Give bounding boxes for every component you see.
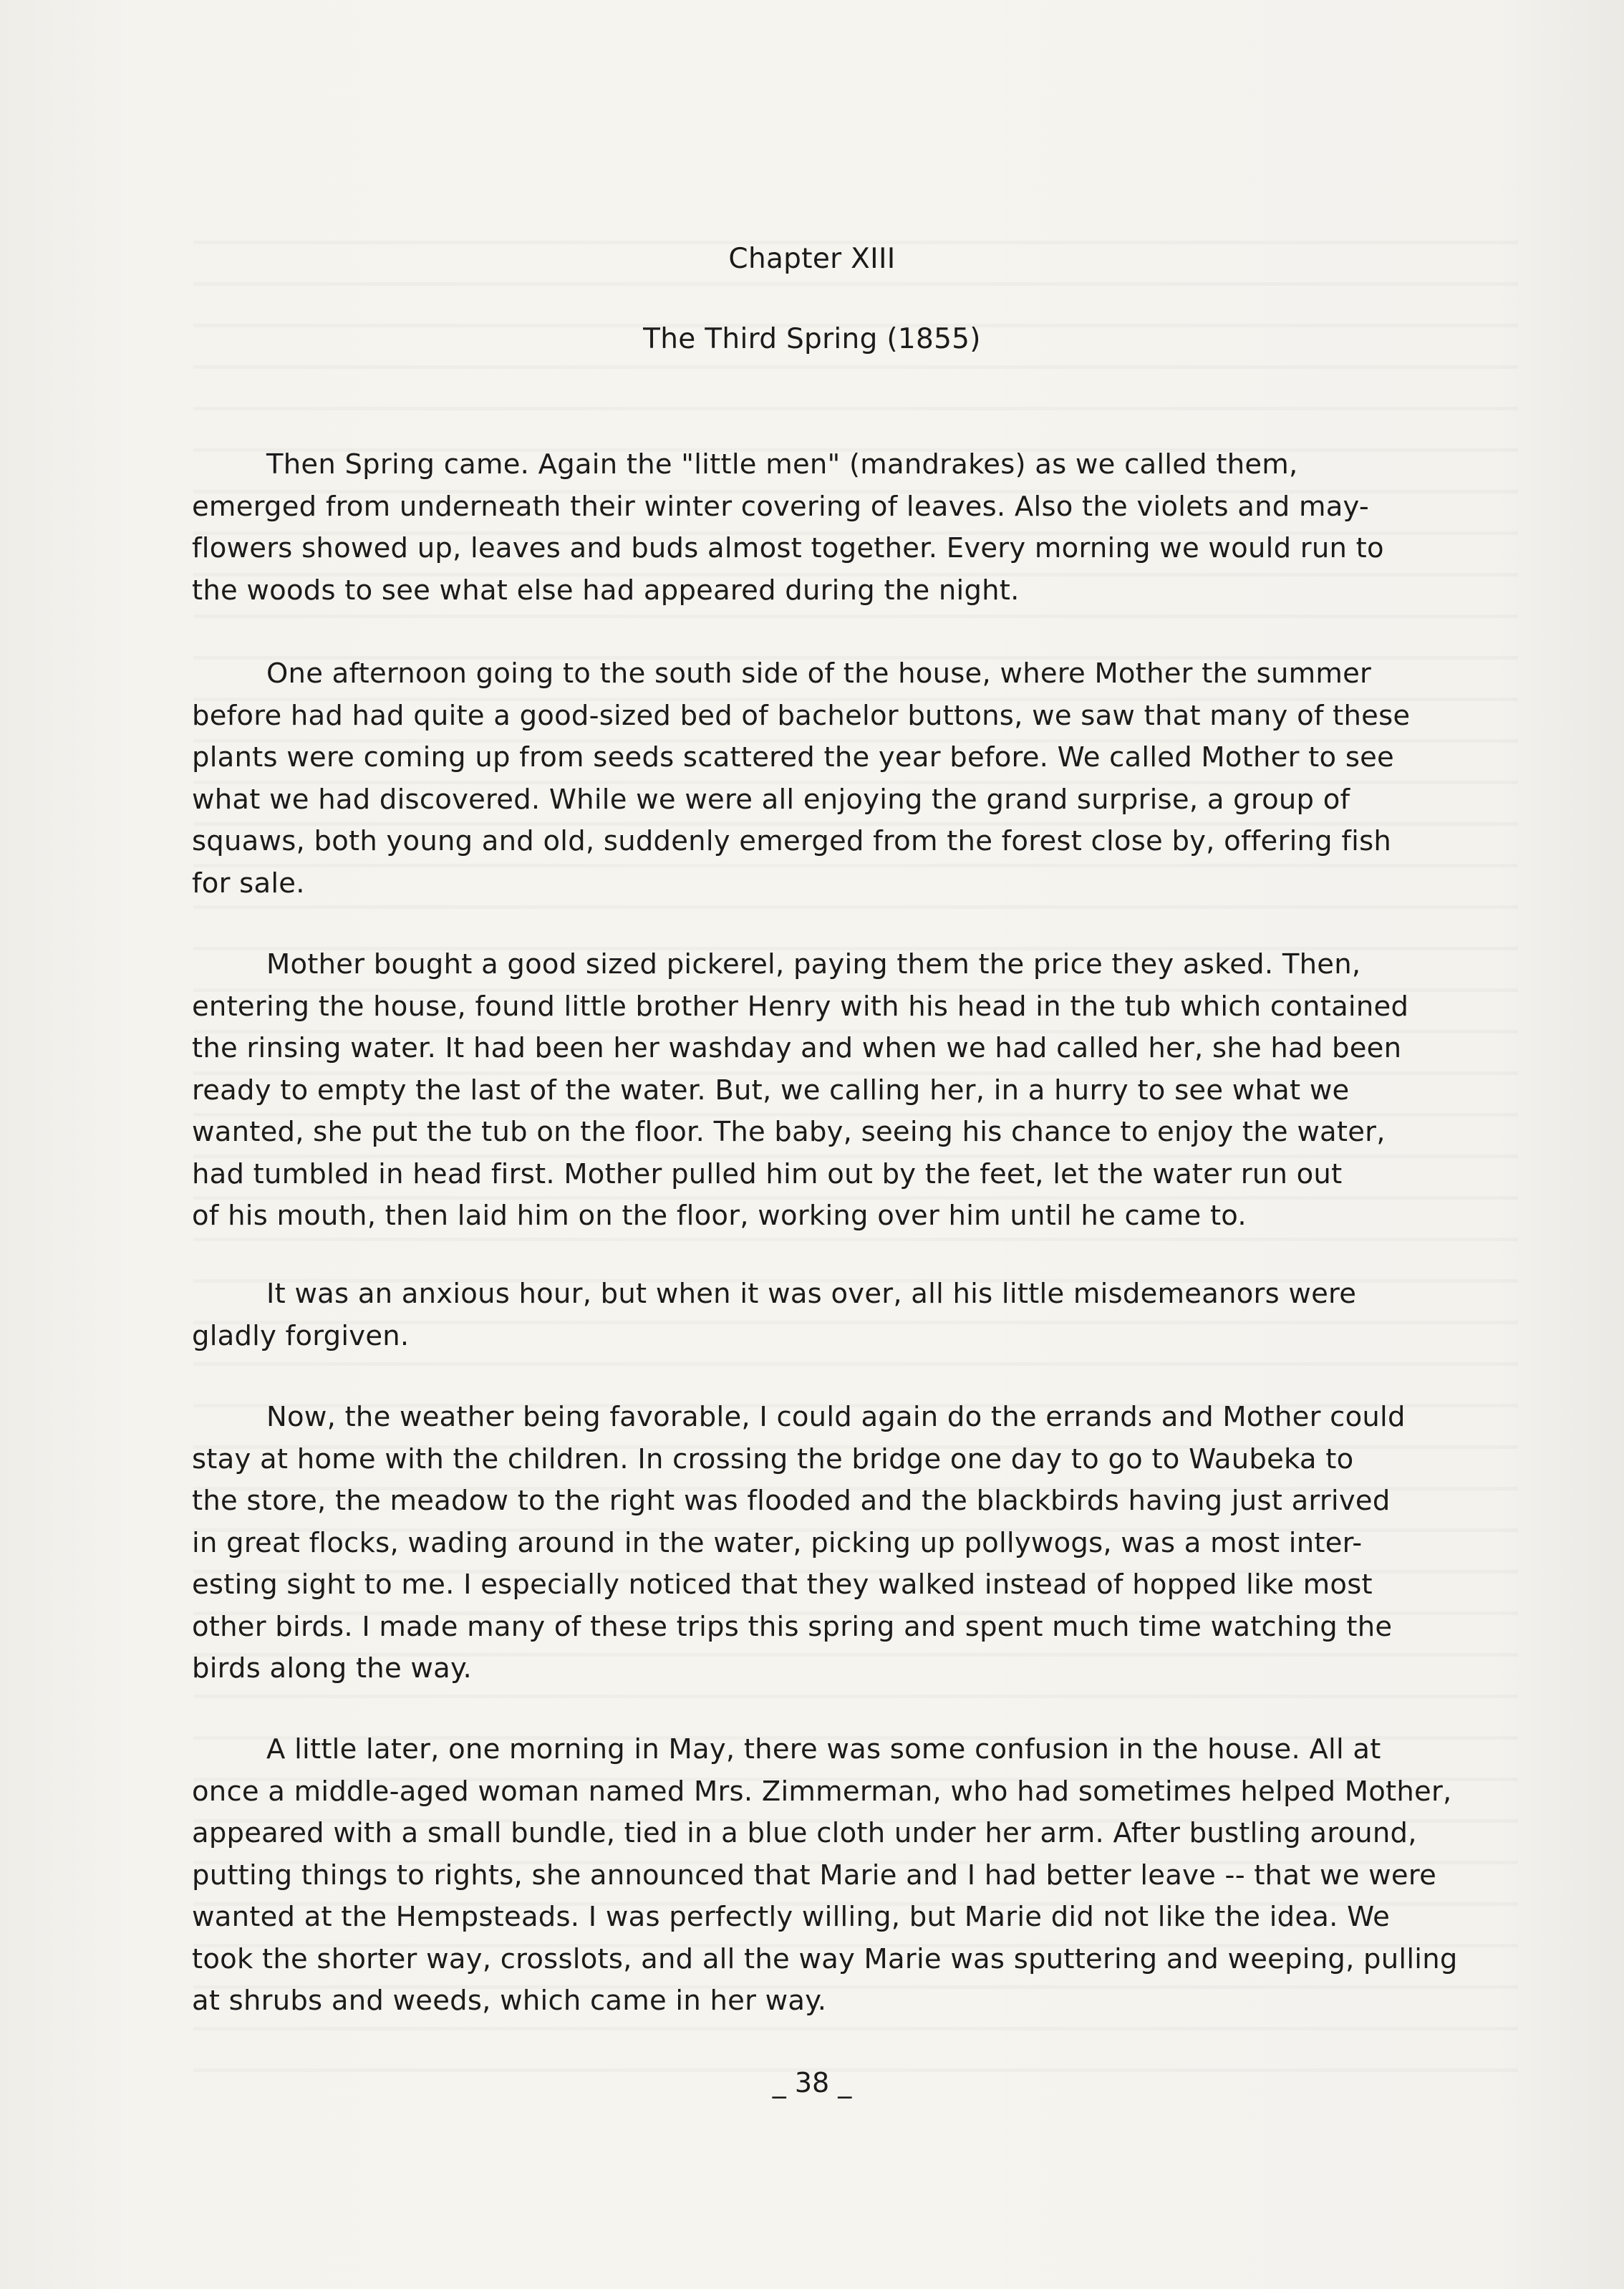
text-line: birds along the way. xyxy=(192,1652,472,1685)
text-line: entering the house, found little brother Henry with his head in the tub which contained xyxy=(192,990,1409,1023)
text-line: at shrubs and weeds, which came in her way. xyxy=(192,1985,827,2017)
text-line: of his mouth, then laid him on the floor, working over him until he came to. xyxy=(192,1200,1247,1232)
text-line: putting things to rights, she announced that Marie and I had better leave -- that we were xyxy=(192,1859,1437,1892)
text-line: in great flocks, wading around in the water, picking up pollywogs, was a most inter- xyxy=(192,1526,1363,1559)
text-line: emerged from underneath their winter covering of leaves. Also the violets and may- xyxy=(192,490,1370,523)
text-line: plants were coming up from seeds scattered the year before. We called Mother to see xyxy=(192,741,1394,774)
paragraph-pickerel-tub xyxy=(192,944,1567,1238)
text-line: the store, the meadow to the right was flooded and the blackbirds having just arrived xyxy=(192,1485,1391,1517)
text-line: for sale. xyxy=(192,867,305,900)
text-line: once a middle-aged woman named Mrs. Zimmerman, who had sometimes helped Mother, xyxy=(192,1775,1452,1808)
paragraph-anxious-hour xyxy=(192,1273,1567,1357)
text-line: had tumbled in head first. Mother pulled him out by the feet, let the water run out xyxy=(192,1157,1343,1190)
text-line: Then Spring came. Again the "little men" (mandrakes) as we called them, xyxy=(266,448,1298,481)
text-line: squaws, both young and old, suddenly emerged from the forest close by, offering fish xyxy=(192,825,1392,857)
text-line: wanted, she put the tub on the floor. The baby, seeing his chance to enjoy the water, xyxy=(192,1116,1386,1148)
paragraph-blackbirds xyxy=(192,1397,1567,1690)
text-line: stay at home with the children. In crossing the bridge one day to go to Waubeka to xyxy=(192,1442,1354,1475)
paragraph-mrs-zimmerman xyxy=(192,1729,1567,2023)
text-line: ready to empty the last of the water. But, we calling her, in a hurry to see what we xyxy=(192,1074,1350,1107)
text-line: before had had quite a good-sized bed of bachelor buttons, we saw that many of these xyxy=(192,699,1411,732)
text-line: took the shorter way, crosslots, and all the way Marie was sputtering and weeping, pulling xyxy=(192,1942,1458,1975)
text-line: wanted at the Hempsteads. I was perfectly willing, but Marie did not like the idea. We xyxy=(192,1901,1391,1933)
page-number: _ 38 _ xyxy=(772,2067,852,2098)
text-line: A little later, one morning in May, there was some confusion in the house. All at xyxy=(266,1733,1381,1765)
text-line: other birds. I made many of these trips this spring and spent much time watching the xyxy=(192,1610,1393,1643)
paragraph-spring-came xyxy=(192,444,1567,612)
text-line: One afternoon going to the south side of the house, where Mother the summer xyxy=(266,657,1372,690)
text-line: esting sight to me. I especially noticed that they walked instead of hopped like most xyxy=(192,1568,1373,1601)
text-line: the woods to see what else had appeared during the night. xyxy=(192,574,1020,607)
text-line: gladly forgiven. xyxy=(192,1319,410,1352)
text-line: appeared with a small bundle, tied in a blue cloth under her arm. After bustling around, xyxy=(192,1817,1417,1849)
text-line: what we had discovered. While we were all enjoying the grand surprise, a group of xyxy=(192,783,1350,816)
text-line: It was an anxious hour, but when it was over, all his little misdemeanors were xyxy=(266,1278,1357,1310)
text-line: flowers showed up, leaves and buds almost together. Every morning we would run to xyxy=(192,532,1384,564)
chapter-subtitle: The Third Spring (1855) xyxy=(643,323,981,355)
text-line: Now, the weather being favorable, I could again do the errands and Mother could xyxy=(266,1401,1406,1433)
chapter-title: Chapter XIII xyxy=(728,243,896,275)
paragraph-bachelor-buttons xyxy=(192,653,1567,905)
text-line: Mother bought a good sized pickerel, paying them the price they asked. Then, xyxy=(266,948,1361,980)
text-line: the rinsing water. It had been her washday and when we had called her, she had been xyxy=(192,1032,1402,1064)
